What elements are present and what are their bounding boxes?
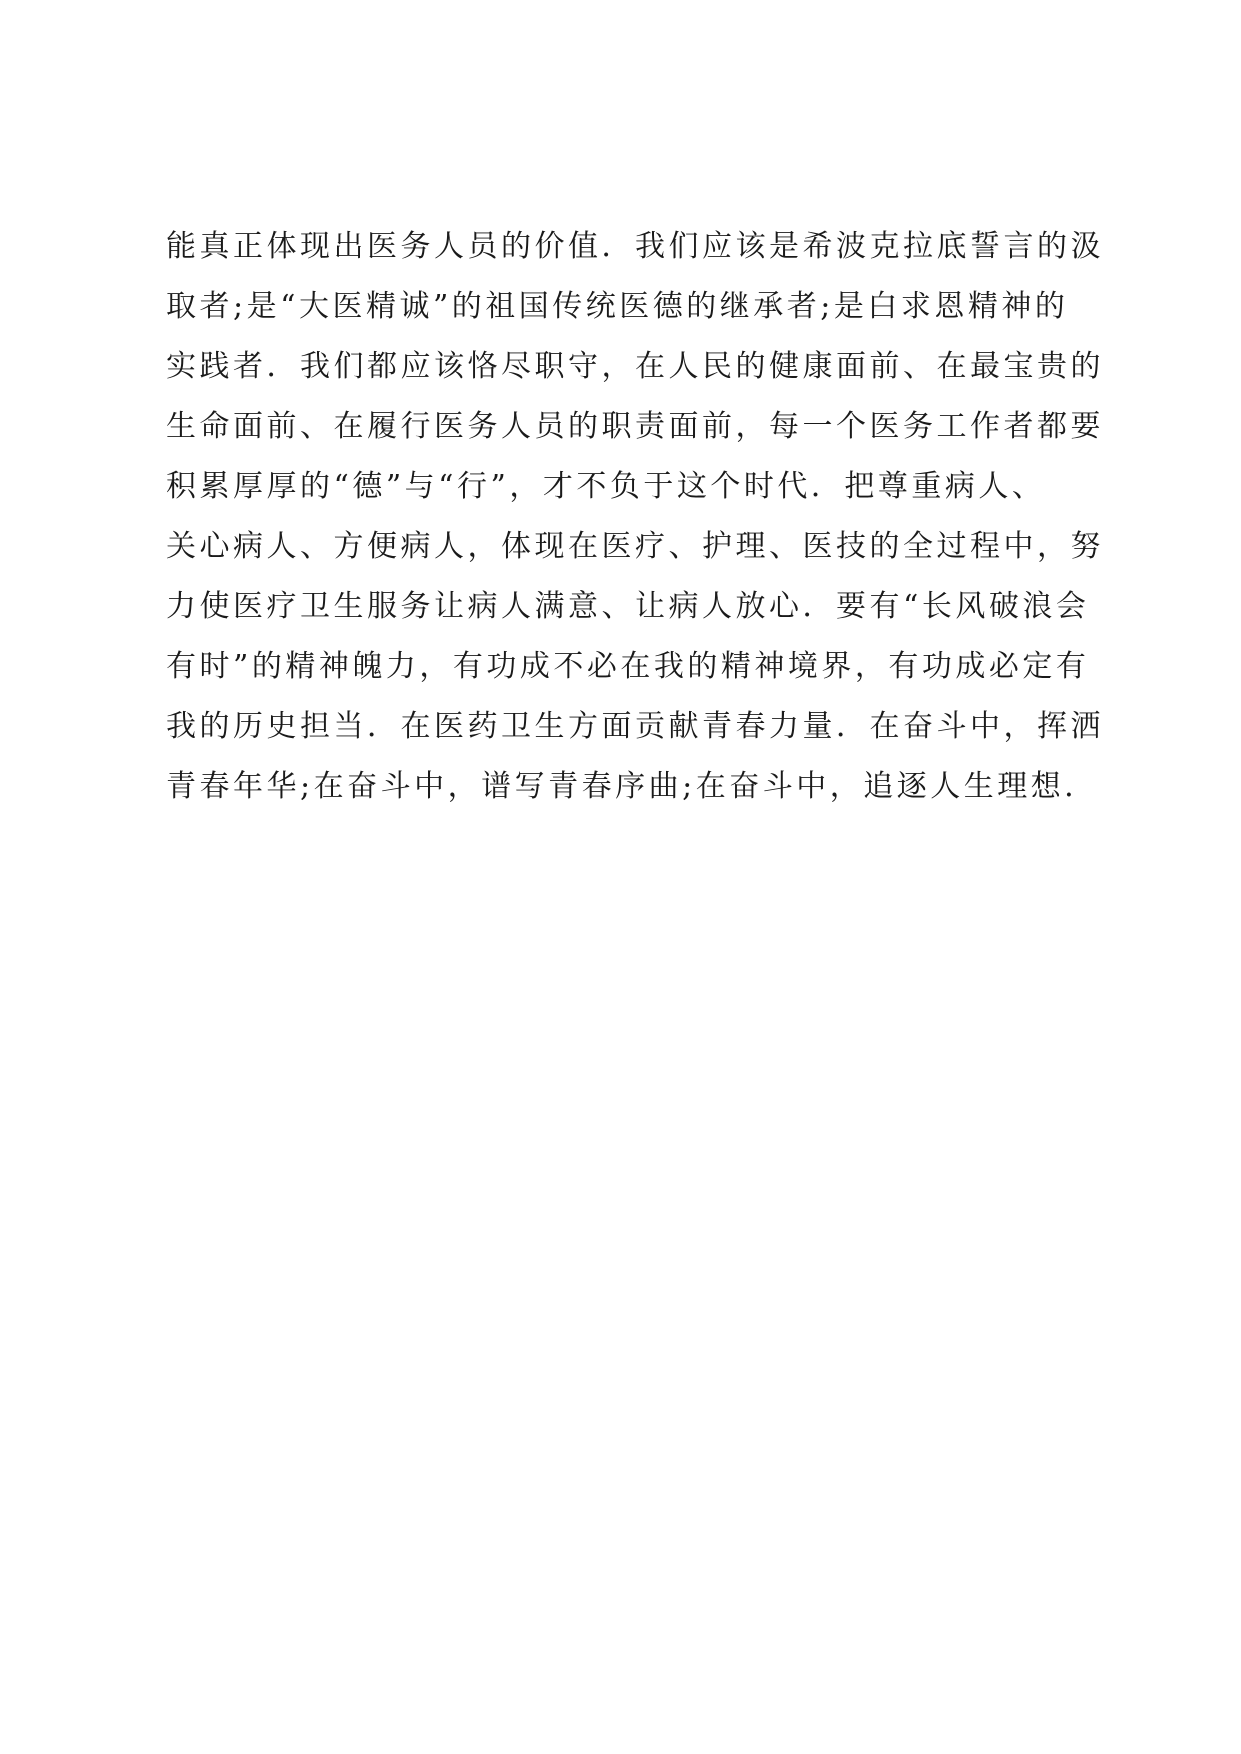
- text-line: 青春年华;在奋斗中，谱写青春序曲;在奋斗中，追逐人生理想．: [166, 769, 1098, 804]
- text-line: 积累厚厚的“德”与“行”，才不负于这个时代．把尊重病人、: [166, 469, 1046, 504]
- text-line: 有时”的精神魄力，有功成不必在我的精神境界，有功成必定有: [166, 649, 1090, 684]
- text-line: 我的历史担当．在医药卫生方面贡献青春力量．在奋斗中，挥洒: [166, 709, 1104, 744]
- text-line: 能真正体现出医务人员的价值．我们应该是希波克拉底誓言的汲: [166, 229, 1104, 264]
- text-line: 实践者．我们都应该恪尽职守，在人民的健康面前、在最宝贵的: [166, 349, 1104, 384]
- text-line: 力使医疗卫生服务让病人满意、让病人放心．要有“长风破浪会: [166, 589, 1090, 624]
- body-paragraph: [166, 227, 1104, 827]
- text-line: 关心病人、方便病人，体现在医疗、护理、医技的全过程中，努: [166, 529, 1104, 564]
- text-line: 取者;是“大医精诚”的祖国传统医德的继承者;是白求恩精神的: [166, 289, 1069, 324]
- text-line: 生命面前、在履行医务人员的职责面前，每一个医务工作者都要: [166, 409, 1104, 444]
